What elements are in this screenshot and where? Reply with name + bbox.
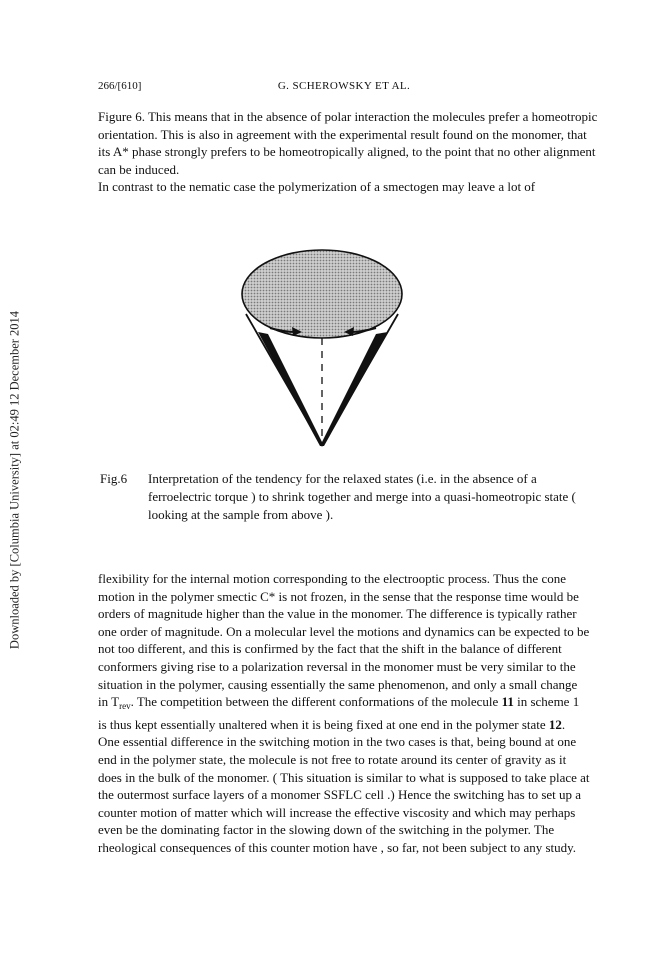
caption-label: Fig.6 xyxy=(100,471,128,486)
body-part-1: flexibility for the internal motion corresponding to the electrooptic process. Thus the cone motion in the polymer smectic C* is not frozen, in the sense that the response time would be orders of magnitude higher than the value in the monomer. The difference is typically rather one order of magnitude. On a molecular level the motions and dynamics can be expected to be not too different, and this is confirmed by the fact that the shift in the balance of different conformers giving rise to a polarization reversal in the monomer must be very similar to the situation in the polymer, causing essentially the same phenomenon, and only a small change in T xyxy=(98,571,590,710)
paragraph-top xyxy=(98,108,598,196)
paragraph-top-text: Figure 6. This means that in the absence of polar interaction the molecules prefer a homeotropic orientation. This is also in agreement with the experimental result found on the monomer, that its A* phase strongly prefers to be homeotropically aligned, to the point that no other alignment can be induced. xyxy=(98,109,598,177)
t-rev-subscript: rev xyxy=(119,701,131,712)
paragraph-body xyxy=(98,570,590,857)
body-part-4: . One essential difference in the switching motion in the two cases is that, being bound at one end in the polymer state, the molecule is not free to rotate around its center of gravity as it does in the bulk of the monomer. ( This situation is similar to what is supposed to take place at the outermost surface layers of a monomer SSFLC cell .) Hence the switching has to set up a counter motion of matter which will increase the effective viscosity and which may perhaps even be the dominating factor in the slowing down of the switching in the polymer. The rheological consequences of this counter motion have , so far, not been subject to any study. xyxy=(98,716,590,855)
relaxed-state-right xyxy=(320,332,388,446)
figure-6 xyxy=(226,244,422,454)
molecule-ref-11: 11 xyxy=(501,694,514,710)
molecule-ref-12: 12 xyxy=(548,716,562,732)
caption-text: Interpretation of the tendency for the relaxed states (i.e. in the absence of a ferroelectric torque ) to shrink together and merge into a quasi-homeotropic state ( looking at the sample from above ). xyxy=(148,471,576,522)
download-note: Downloaded by [Columbia University] at 02:49 12 December 2014 xyxy=(7,310,22,650)
page-number: 266/[610] xyxy=(98,80,142,92)
download-watermark xyxy=(2,300,28,660)
cone-base-ellipse xyxy=(242,250,402,338)
body-part-2: . The competition between the different conformations of the molecule xyxy=(130,694,502,710)
paragraph-top-text2: In contrast to the nematic case the polymerization of a smectogen may leave a lot of xyxy=(98,179,536,195)
cone-diagram xyxy=(226,244,422,454)
body-part-3: in scheme 1 is thus kept essentially unaltered when it is being fixed at one end in the polymer state xyxy=(98,694,580,732)
relaxed-state-left xyxy=(258,332,324,446)
running-header xyxy=(98,80,590,96)
running-title: G. SCHEROWSKY ET AL. xyxy=(277,80,411,92)
